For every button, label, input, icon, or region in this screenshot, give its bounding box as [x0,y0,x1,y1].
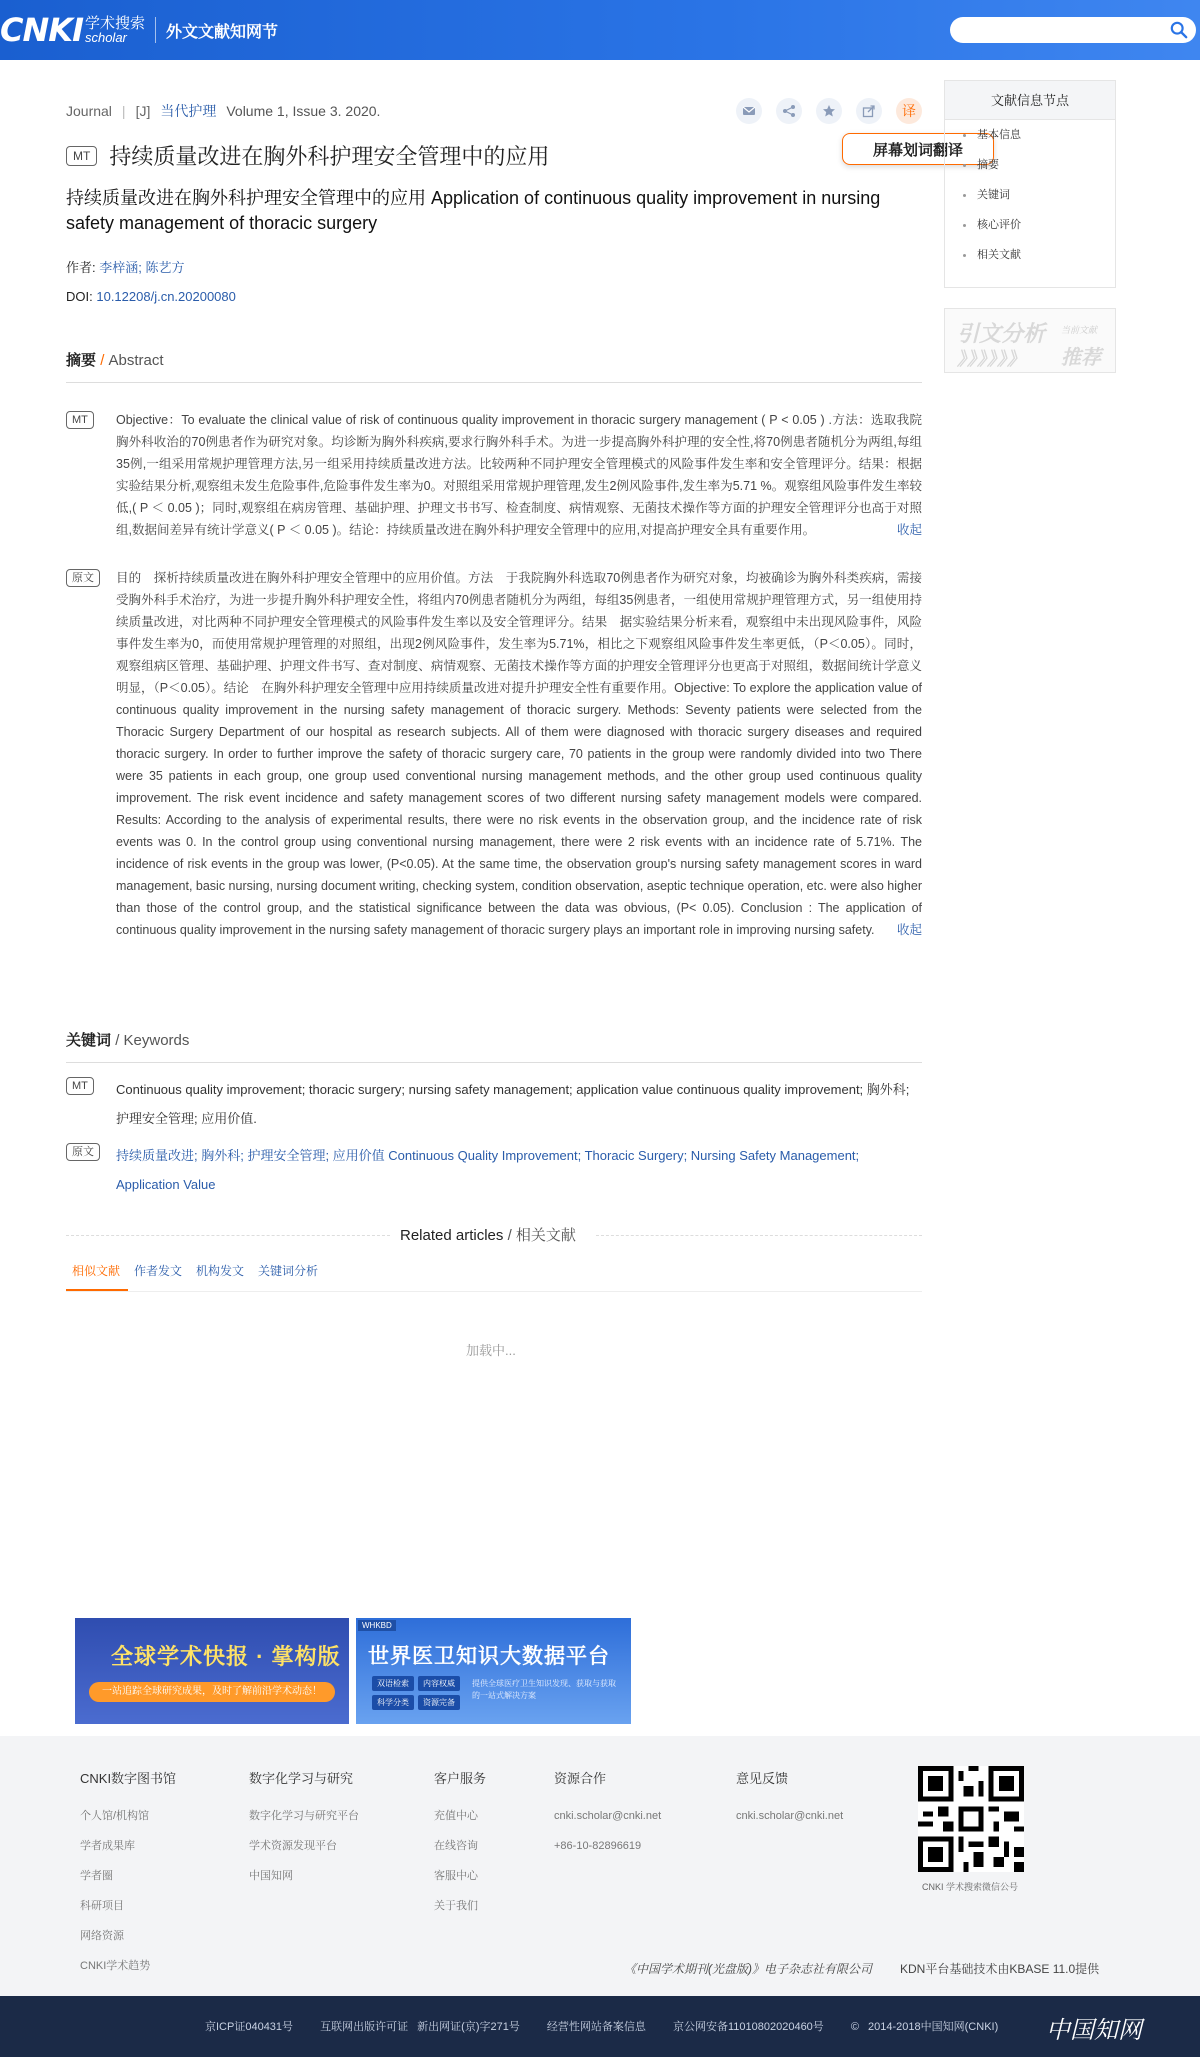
tab-similar-articles[interactable]: 相似文献 [66,1262,128,1291]
site-title: 外文文献知网节 [165,23,278,41]
original-badge: 原文 [66,569,100,587]
banner-chip: 科学分类 [372,1695,414,1710]
banner-tag: WHKBD [358,1620,396,1631]
keywords-heading [66,1029,922,1063]
tab-keyword-analysis[interactable]: 关键词分析 [258,1264,319,1278]
footer-link[interactable]: 学者成果库 [80,1840,135,1852]
favorite-star-icon[interactable] [816,98,842,124]
related-tabs [66,1262,922,1292]
footer-link[interactable]: 数字化学习与研究平台 [249,1810,359,1822]
original-badge: 原文 [66,1143,100,1161]
banner-chip: 资源完备 [418,1695,460,1710]
platform-note: KDN平台基础技术由KBASE 11.0提供 [900,1962,1100,1976]
abstract-original-body [116,567,922,941]
footer-link[interactable]: 个人馆/机构馆 [80,1810,150,1822]
action-toolbar [736,98,922,124]
footer-link[interactable]: 网络资源 [80,1930,124,1942]
police-record[interactable]: 京公网安备11010802020460号 [672,2021,824,2033]
footer-link[interactable]: 在线咨询 [434,1840,478,1852]
qr-code-icon [918,1766,1024,1872]
logo-en-text: scholar [84,30,127,45]
footer-col-library [80,1768,176,1981]
journal-name-link[interactable]: 当代护理 [160,103,217,119]
divider [596,1235,922,1236]
keywords-original-links[interactable]: 持续质量改进; 胸外科; 护理安全管理; 应用价值 Continuous Quality Improvement; Thoracic Surgery; Nursing Safety Management; Application Value [116,1148,860,1192]
journal-label: Journal [66,103,112,119]
journal-line [66,101,380,121]
cnki-cn-logo[interactable]: 中国知网 [1046,2016,1142,2044]
banner-description: 提供全球医疗卫生知识发现、获取与获取的一站式解决方案 [472,1679,616,1700]
logo-sub [85,16,145,44]
footer-phone: +86-10-82896619 [554,1840,642,1852]
abstract-heading-zh: 摘要 [66,352,97,369]
related-articles-heading [66,1224,922,1244]
node-item-keywords[interactable]: 关键词 [945,180,1115,210]
email-icon[interactable] [736,98,762,124]
related-heading-text [400,1224,576,1245]
abstract-original-block [66,567,922,941]
search-icon[interactable] [1170,21,1188,39]
icp-license[interactable]: 京ICP证040431号 [205,2021,294,2033]
doi-link[interactable]: 10.12208/j.cn.20200080 [96,289,236,304]
footer-col-title: 意见反馈 [736,1771,789,1786]
footer-col-title: 数字化学习与研究 [249,1771,354,1786]
banner-medical-platform[interactable] [356,1618,631,1724]
node-item-basic-info[interactable]: 基本信息 [945,120,1115,150]
top-header [0,0,1200,60]
node-item-abstract[interactable]: 摘要 [945,150,1115,180]
footer [0,1736,1200,1996]
nodes-title: 文献信息节点 [945,81,1115,120]
translate-icon[interactable]: 译 [896,98,922,124]
related-heading-en: Related articles [400,1227,504,1244]
logo-divider [155,17,156,43]
footer-col-feedback [736,1768,843,1831]
tab-author-articles[interactable]: 作者发文 [134,1264,183,1278]
translate-tooltip[interactable]: 屏幕划词翻译 [842,133,994,165]
business-record[interactable]: 经营性网站备案信息 [546,2021,646,2033]
divider [66,1235,390,1236]
mt-badge: MT [66,146,97,166]
keywords-original-block [66,1141,922,1199]
journal-separator: | [121,103,126,119]
cite-subtitle: 当前文献 [1061,325,1098,335]
document-nodes-panel [944,80,1116,288]
heading-slash: / [115,1032,120,1049]
logo-main-text: CNKI [0,11,83,49]
footer-link[interactable]: 学者圈 [80,1870,113,1882]
footer-col-title: CNKI数字图书馆 [80,1771,177,1786]
title-row [66,140,549,171]
keywords-heading-zh: 关键词 [66,1032,112,1049]
doi-line [66,289,236,304]
abstract-mt-body [116,409,922,541]
mt-badge: MT [66,1077,94,1095]
article-type-tag: [J] [135,103,151,119]
copyright: © 2014-2018中国知网(CNKI) [850,2021,999,2033]
footer-link[interactable]: 关于我们 [434,1900,478,1912]
keywords-mt-block [66,1075,922,1133]
banner-chip: 双语检索 [372,1676,414,1691]
export-icon[interactable] [856,98,882,124]
abstract-heading-en: Abstract [108,352,164,369]
footer-col-title: 资源合作 [554,1771,607,1786]
banner-title: 世界医卫知识大数据平台 [368,1645,610,1668]
related-heading-zh: 相关文献 [515,1227,576,1244]
article-title: 持续质量改进在胸外科护理安全管理中的应用 [109,144,550,169]
footer-col-service [434,1768,486,1921]
legal-line [205,2018,1016,2034]
publisher-note: 《中国学术期刊(光盘版)》电子杂志社有限公司 [624,1962,872,1976]
node-item-related[interactable]: 相关文献 [945,240,1115,270]
keywords-mt-text: Continuous quality improvement; thoracic surgery; nursing safety management; application value continuous quality improvement; 胸外科; 护理安全管理; 应用价值. [116,1082,910,1126]
publishing-license: 互联网出版许可证 新出网证(京)字271号 [320,2021,520,2033]
banner-subtitle: 一站追踪全球研究成果，及时了解前沿学术动态！ [89,1682,335,1702]
doi-label: DOI: [66,289,93,304]
banner-chip: 内容权威 [418,1676,460,1691]
cite-recommend: 推荐 [1061,347,1101,369]
share-icon[interactable] [776,98,802,124]
footer-link[interactable]: 学术资源发现平台 [249,1840,337,1852]
footer-email[interactable]: cnki.scholar@cnki.net [736,1810,844,1822]
abstract-mt-text: Objective：To evaluate the clinical value of risk of continuous quality improvement in thoracic surgery management ( P < 0.05 ) .方法：选取我院胸外科收治的70例患者作为研究对象。均诊断为胸外科疾病,要求行胸外科手术。为进一步提高胸外科护理的安全性,将70例患者随机分为两组,每组35例,一组采用常规护理管理方法,另一组采用持续质量改进方法。比较两种不同护理安全管理模式的风险事件发生率和安全管理评分。结果：根据实验结果分析,观察组未发生危险事件,危险事件发生率为0。对照组采用常规护理管理,发生2例风险事件,发生率为5.71 %。观察组风险事件发生率较低,( P ＜ 0.05 )；同时,观察组在病房管理、基础护理、护理文书书写、检查制度、病情观察、无菌技术操作等方面的护理安全管理评分也高于对照组,数据间差异有统计学意义( P ＜ 0.05 )。结论：持续质量改进在胸外科护理安全管理中的应用,对提高护理安全具有重要作用。 [116,413,922,537]
mt-badge: MT [66,411,94,429]
footer-link[interactable]: CNKI学术趋势 [80,1960,151,1972]
tab-institution-articles[interactable]: 机构发文 [196,1264,245,1278]
footer-link[interactable]: 科研项目 [80,1900,124,1912]
authors-line [66,257,185,276]
footer-col-cooperation [554,1768,661,1861]
author-link[interactable]: 李梓涵 [99,260,139,275]
search-input[interactable] [950,17,1196,43]
citation-analysis-banner[interactable] [944,308,1116,373]
logo-cn-text: 学术搜索 [84,15,145,32]
abstract-mt-block [66,409,922,541]
cite-arrows: 》》》》》》 [957,349,1026,369]
author-separator: ; [138,260,142,275]
qr-label: CNKI 学术搜索微信公号 [922,1882,1019,1892]
article-subtitle: 持续质量改进在胸外科护理安全管理中的应用 Application of continuous quality improvement in nursing safety management of thoracic surgery [66,188,881,233]
author-link[interactable]: 陈艺方 [145,260,185,275]
footer-link[interactable]: 中国知网 [249,1870,293,1882]
collapse-link[interactable]: 收起 [896,523,922,537]
loading-text: 加载中... [466,1343,516,1358]
footer-email[interactable]: cnki.scholar@cnki.net [554,1810,662,1822]
abstract-heading [66,349,922,383]
cnki-logo[interactable] [0,12,278,48]
banner-chips [372,1676,460,1710]
footer-col-title: 客户服务 [434,1771,487,1786]
abstract-original-text: 目的 探析持续质量改进在胸外科护理安全管理中的应用价值。方法 于我院胸外科选取70例患者作为研究对象，均被确诊为胸外科类疾病，需接受胸外科手术治疗，为进一步提升胸外科护理安全性，将组内70例患者随机分为两组，每组35例患者，一组使用常规护理管理方式，另一组使用持续质量改进，对比两种不同护理安全管理模式的风险事件发生率以及安全管理评分。结果 据实验结果分析来看，观察组中未出现风险事件，风险事件发生率为0，而使用常规护理管理的对照组，出现2例风险事件，发生率为5.71%，相比之下观察组风险事件发生率更低，（P＜0.05）。同时，观察组病区管理、基础护理、护理文件书写、查对制度、病情观察、无菌技术操作等方面的护理安全管理评分也更高于对照组，数据间统计学意义明显，（P＜0.05）。结论 在胸外科护理安全管理中应用持续质量改进对提升护理安全性有重要作用。Objective: To explore the application value of continuous quality improvement in the nursing safety management of thoracic surgery. Methods: Seventy patients were selected from the Thoracic Surgery Department of our hospital as research subjects. All of them were diagnosed with thoracic surgery diseases and required thoracic surgery. In order to further improve the safety of thoracic surgery care, 70 patients in the group were randomly divided into two There were 35 patients in each group, one group used conventional nursing management methods, and the other group used continuous quality improvement. The risk event incidence and safety management scores of two different nursing safety management models were compared. Results: According to the analysis of experimental results, there were no risk events in the observation group, and the incidence rate of risk events was 0. In the control group using conventional nursing management, there were 2 risk events with an incidence rate of 5.71%. The incidence of risk events in the group was lower, (P<0.05). At the same time, the observation group's nursing safety management scores in ward management, basic nursing, nursing document writing, checking system, condition observation, aseptic technique operation, etc. were also higher than those of the control group, and the statistical significance between the data was obvious, (P< 0.05). Conclusion : The application of continuous quality improvement in the nursing safety management of thoracic surgery plays an important role in improving nursing safety. [116,571,922,937]
collapse-link[interactable]: 收起 [896,923,922,937]
footer-link[interactable]: 客服中心 [434,1870,478,1882]
bottom-bar [0,1996,1200,2057]
authors-label: 作者: [66,260,96,275]
heading-slash: / [100,352,105,369]
footer-link[interactable]: 充值中心 [434,1810,478,1822]
keywords-heading-en: Keywords [123,1032,190,1049]
heading-slash: / [507,1227,512,1244]
footer-col-digital [249,1768,359,1891]
banner-global-academic[interactable] [75,1618,349,1724]
node-item-core-evaluation[interactable]: 核心评价 [945,210,1115,240]
banner-title: 全球学术快报 · 掌构版 [111,1644,341,1669]
volume-issue: Volume 1, Issue 3. 2020. [226,103,381,119]
cite-title: 引文分析 [957,321,1046,346]
